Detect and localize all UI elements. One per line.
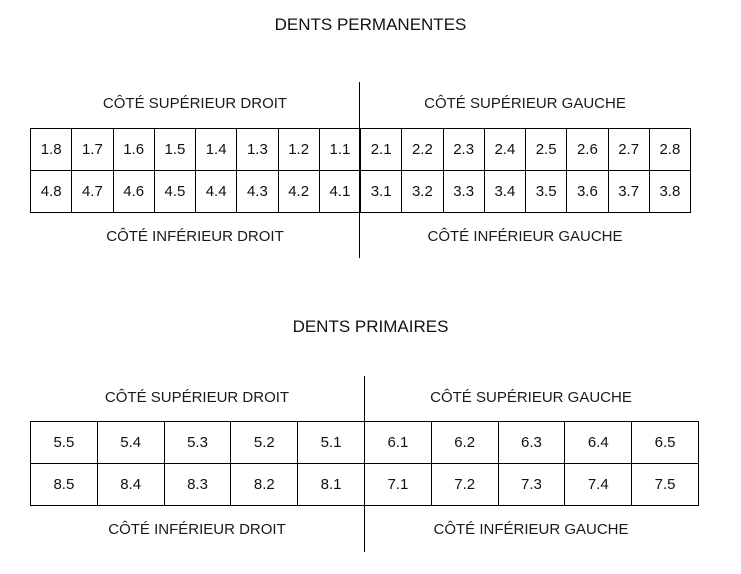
tooth-cell: 3.1	[361, 171, 402, 213]
tooth-cell: 7.1	[364, 464, 431, 506]
tooth-cell: 7.2	[431, 464, 498, 506]
tooth-cell: 7.4	[565, 464, 632, 506]
permanent-title: DENTS PERMANENTES	[274, 15, 467, 34]
permanent-lower-row	[31, 171, 691, 213]
tooth-cell: 2.3	[443, 129, 484, 171]
tooth-cell: 6.3	[498, 422, 565, 464]
tooth-cell: 3.7	[608, 171, 649, 213]
tooth-cell: 1.5	[154, 129, 195, 171]
permanent-lower-left-label: CÔTÉ INFÉRIEUR GAUCHE	[427, 228, 623, 245]
tooth-cell: 3.8	[649, 171, 690, 213]
tooth-cell: 2.5	[526, 129, 567, 171]
permanent-upper-row	[31, 129, 691, 171]
tooth-cell: 4.5	[154, 171, 195, 213]
tooth-cell: 1.3	[237, 129, 278, 171]
tooth-cell: 1.8	[31, 129, 72, 171]
tooth-cell: 3.4	[484, 171, 525, 213]
primary-upper-right-label: CÔTÉ SUPÉRIEUR DROIT	[104, 389, 290, 406]
tooth-cell: 4.1	[319, 171, 360, 213]
tooth-cell: 6.1	[364, 422, 431, 464]
tooth-cell: 1.7	[72, 129, 113, 171]
tooth-cell: 4.7	[72, 171, 113, 213]
primary-upper-row	[31, 422, 699, 464]
tooth-cell: 5.4	[97, 422, 164, 464]
tooth-cell: 4.3	[237, 171, 278, 213]
permanent-teeth-table	[30, 128, 691, 213]
primary-lower-row	[31, 464, 699, 506]
tooth-cell: 5.1	[298, 422, 365, 464]
tooth-cell: 1.4	[196, 129, 237, 171]
tooth-cell: 1.6	[113, 129, 154, 171]
tooth-cell: 3.5	[526, 171, 567, 213]
tooth-cell: 8.5	[31, 464, 98, 506]
tooth-cell: 6.4	[565, 422, 632, 464]
primary-title: DENTS PRIMAIRES	[292, 317, 449, 336]
tooth-cell: 5.3	[164, 422, 231, 464]
primary-lower-right-label: CÔTÉ INFÉRIEUR DROIT	[108, 521, 286, 538]
primary-teeth-table	[30, 421, 699, 506]
primary-upper-left-label: CÔTÉ SUPÉRIEUR GAUCHE	[430, 389, 632, 406]
tooth-cell: 4.4	[196, 171, 237, 213]
tooth-cell: 2.2	[402, 129, 443, 171]
tooth-cell: 6.2	[431, 422, 498, 464]
tooth-cell: 6.5	[632, 422, 699, 464]
tooth-cell: 3.6	[567, 171, 608, 213]
tooth-cell: 2.7	[608, 129, 649, 171]
tooth-cell: 7.3	[498, 464, 565, 506]
tooth-cell: 4.6	[113, 171, 154, 213]
tooth-cell: 8.1	[298, 464, 365, 506]
tooth-cell: 8.3	[164, 464, 231, 506]
tooth-cell: 1.1	[319, 129, 360, 171]
tooth-cell: 2.1	[361, 129, 402, 171]
tooth-cell: 2.4	[484, 129, 525, 171]
tooth-cell: 2.6	[567, 129, 608, 171]
permanent-upper-left-label: CÔTÉ SUPÉRIEUR GAUCHE	[424, 95, 626, 112]
tooth-cell: 3.3	[443, 171, 484, 213]
tooth-cell: 1.2	[278, 129, 319, 171]
permanent-upper-right-label: CÔTÉ SUPÉRIEUR DROIT	[102, 95, 288, 112]
tooth-cell: 4.8	[31, 171, 72, 213]
tooth-cell: 5.5	[31, 422, 98, 464]
tooth-cell: 2.8	[649, 129, 690, 171]
permanent-lower-right-label: CÔTÉ INFÉRIEUR DROIT	[106, 228, 284, 245]
tooth-cell: 5.2	[231, 422, 298, 464]
tooth-cell: 8.2	[231, 464, 298, 506]
tooth-cell: 4.2	[278, 171, 319, 213]
tooth-cell: 8.4	[97, 464, 164, 506]
tooth-cell: 7.5	[632, 464, 699, 506]
tooth-cell: 3.2	[402, 171, 443, 213]
primary-lower-left-label: CÔTÉ INFÉRIEUR GAUCHE	[433, 521, 629, 538]
